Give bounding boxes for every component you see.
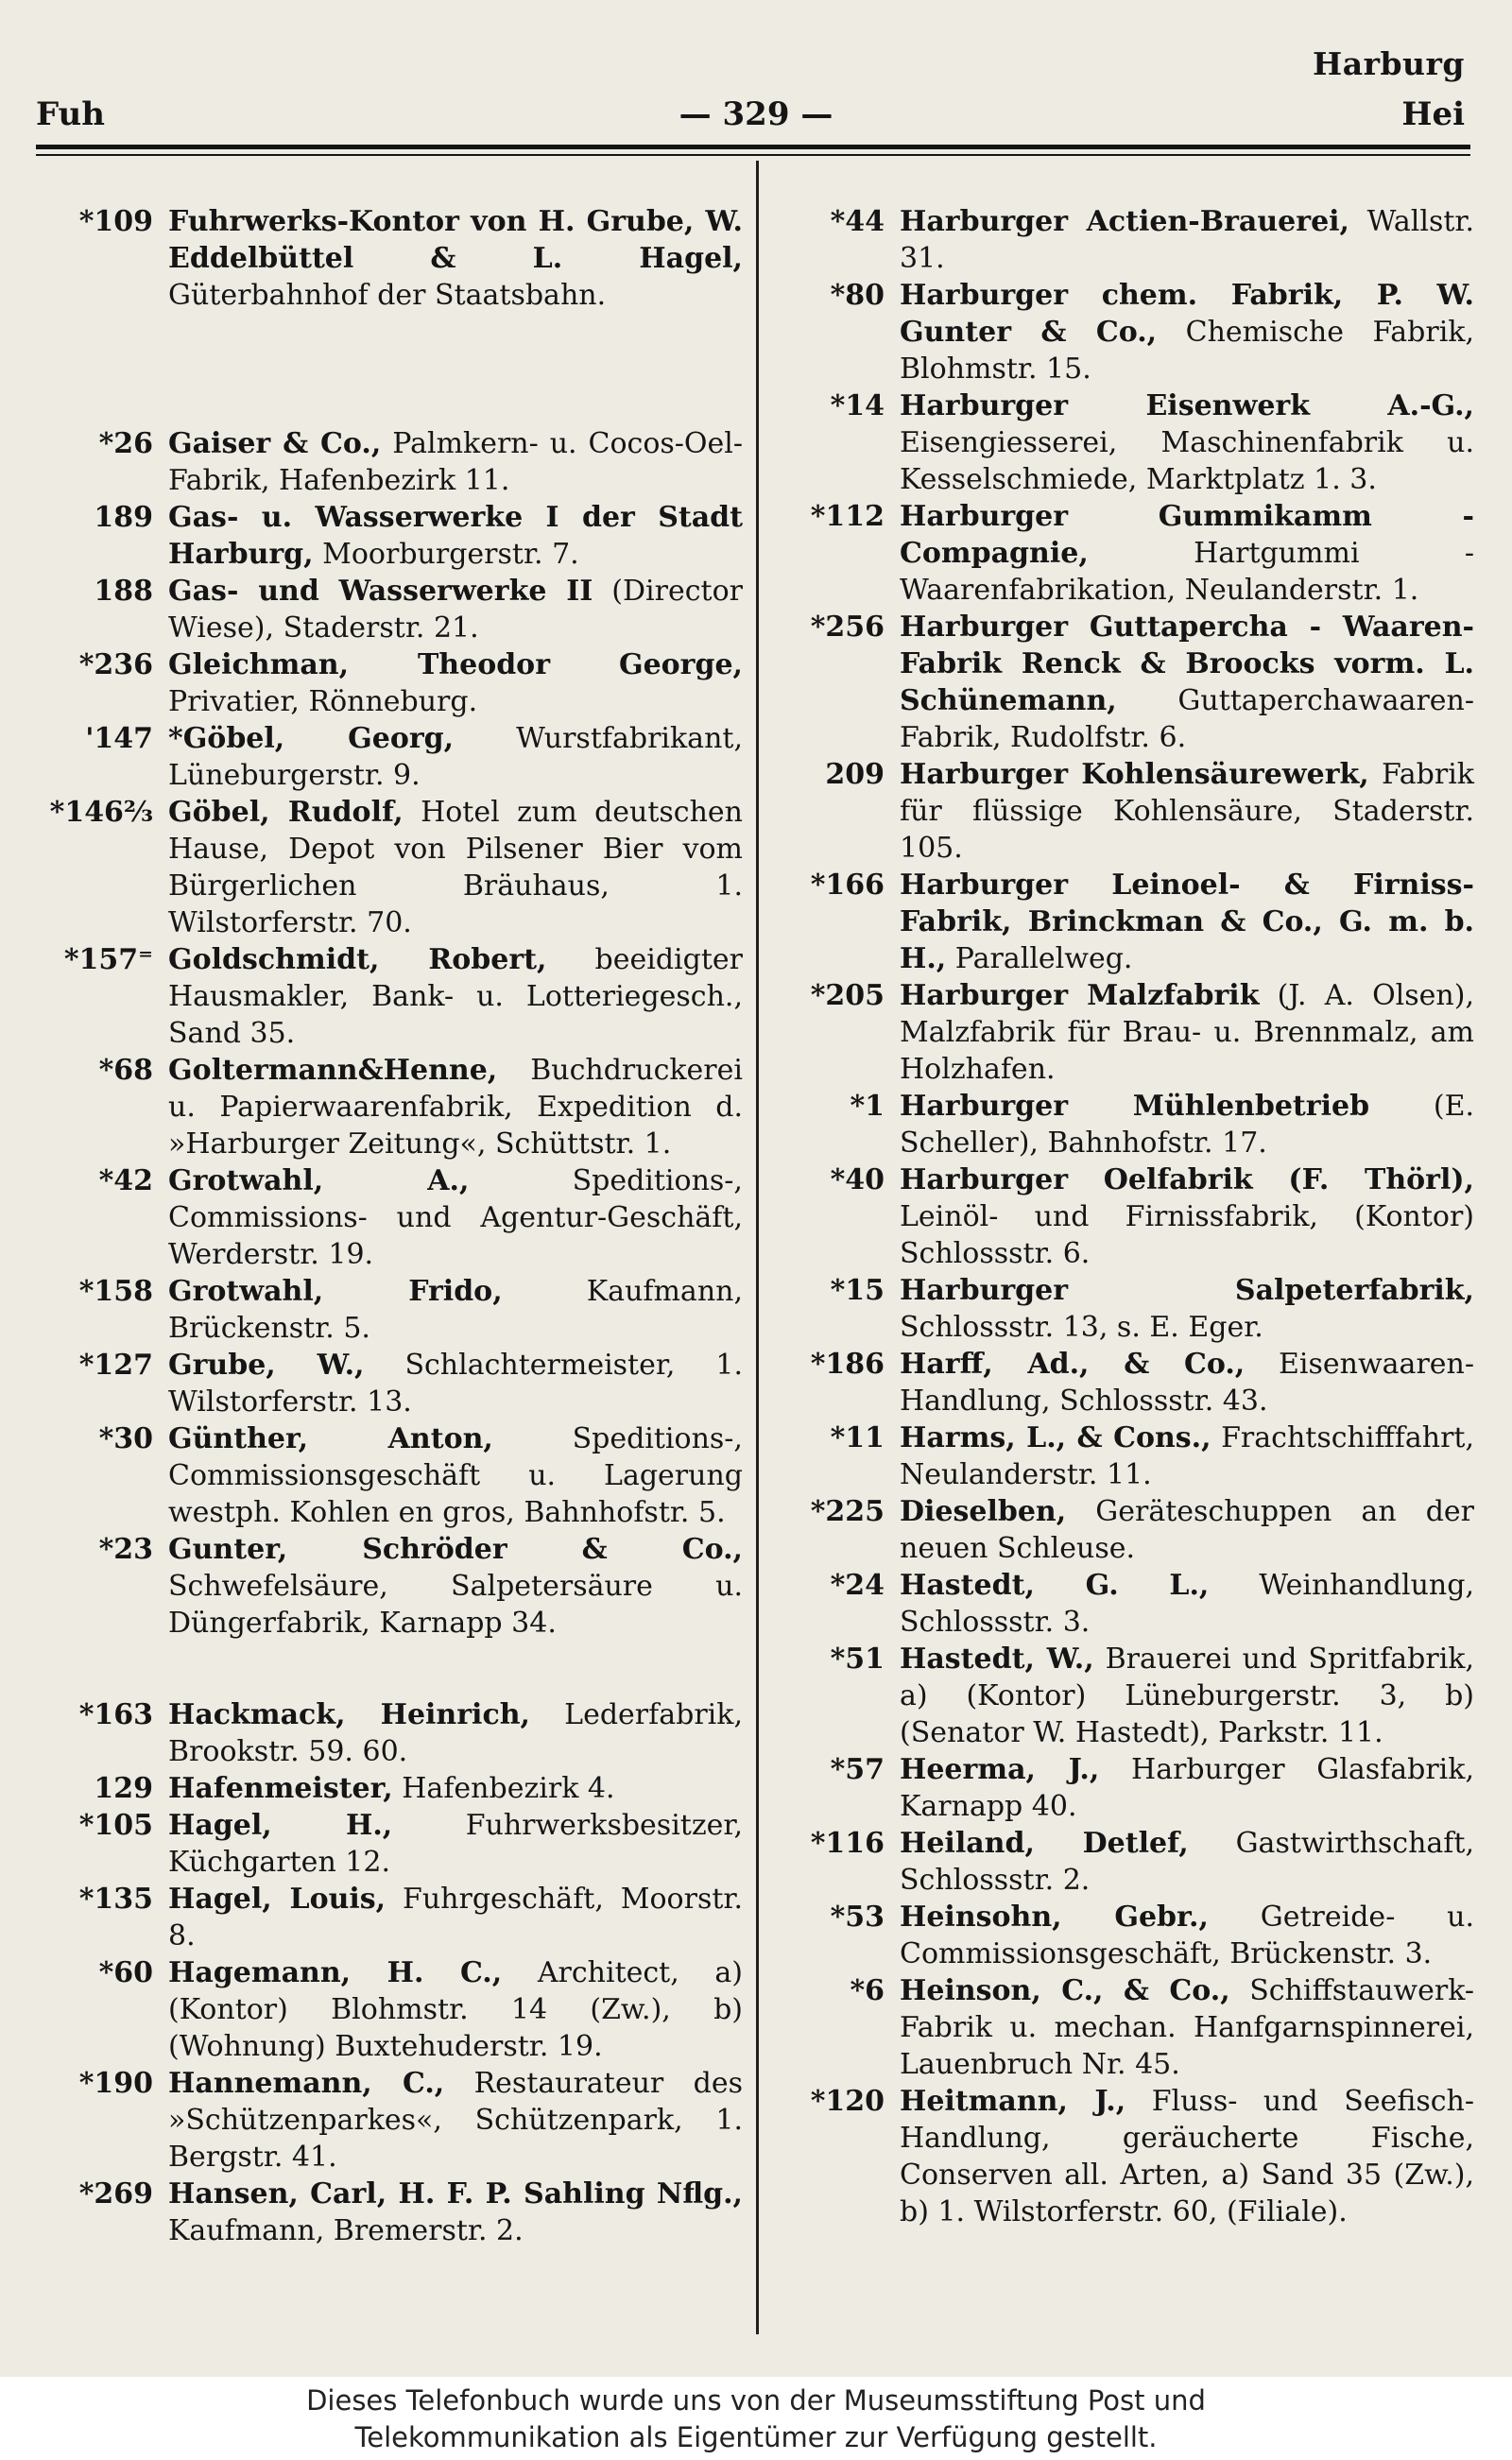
footer-line-2: Telekommunikation als Eigentümer zur Verfügung gestellt. bbox=[354, 2421, 1158, 2453]
directory-entry bbox=[767, 1825, 1474, 1899]
entry-details: (J. A. Olsen), Malzfabrik für Brau- u. Brennmalz, am Holzhafen. bbox=[900, 979, 1474, 1086]
entry-name: Harburger Oelfabrik (F. Thörl), bbox=[900, 1163, 1474, 1196]
page-number: — 329 — bbox=[679, 95, 833, 133]
directory-entry bbox=[767, 1972, 1474, 2083]
entry-details: Lederfabrik, Brookstr. 59. 60. bbox=[168, 1698, 743, 1768]
directory-entry bbox=[36, 646, 743, 720]
entry-name: Harburger Gummikamm - Compagnie, bbox=[900, 500, 1474, 570]
entry-text bbox=[900, 387, 1474, 498]
directory-entry bbox=[767, 977, 1474, 1088]
directory-entry bbox=[767, 1272, 1474, 1346]
directory-entry bbox=[36, 1531, 743, 1642]
phone-number: *157⁼ bbox=[63, 943, 153, 976]
directory-entry bbox=[767, 1419, 1474, 1493]
entry-name: Hackmack, Heinrich, bbox=[168, 1698, 530, 1731]
entry-text bbox=[900, 1825, 1474, 1899]
phone-number: *112 bbox=[810, 500, 885, 533]
phone-number: '147 bbox=[85, 722, 153, 755]
entry-details: Wurstfabrikant, Lüneburgerstr. 9. bbox=[168, 722, 743, 792]
entry-details: Buchdruckerei u. Papierwaarenfabrik, Expedition d. »Harburger Zeitung«, Schüttstr. 1. bbox=[168, 1054, 743, 1161]
entry-text bbox=[900, 867, 1474, 977]
directory-entry bbox=[36, 499, 743, 573]
phone-number: *1 bbox=[850, 1090, 885, 1123]
entry-text bbox=[168, 573, 743, 646]
directory-entry bbox=[36, 573, 743, 646]
entry-name: Grotwahl, Frido, bbox=[168, 1275, 503, 1308]
entry-text bbox=[900, 1641, 1474, 1751]
entry-details: beeidigter Hausmakler, Bank- u. Lotteriegesch., Sand 35. bbox=[168, 943, 743, 1050]
entry-details: Kaufmann, Bremerstr. 2. bbox=[168, 2214, 524, 2247]
entry-name: Gleichman, Theodor George, bbox=[168, 648, 743, 681]
entry-details: Brauerei und Spritfabrik, a) (Kontor) Lüneburgerstr. 3, b) (Senator W. Hastedt), Parkstr. 11. bbox=[900, 1643, 1474, 1749]
phone-number: *269 bbox=[78, 2177, 153, 2211]
directory-entry bbox=[767, 609, 1474, 756]
phone-number: *11 bbox=[830, 1421, 885, 1454]
phone-number: *80 bbox=[830, 279, 885, 312]
footer-line-1: Dieses Telefonbuch wurde uns von der Museumsstiftung Post und bbox=[306, 2384, 1206, 2417]
entry-details: Geräteschuppen an der neuen Schleuse. bbox=[900, 1495, 1474, 1565]
directory-entry bbox=[767, 1346, 1474, 1419]
entry-details: Kaufmann, Brückenstr. 5. bbox=[168, 1275, 743, 1345]
entry-name: Harburger chem. Fabrik, P. W. Gunter & Co., bbox=[900, 279, 1474, 349]
entry-text bbox=[168, 794, 743, 941]
header-rule-thin bbox=[36, 154, 1470, 156]
entry-name: Harff, Ad., & Co., bbox=[900, 1348, 1246, 1381]
entry-details: Hafenbezirk 4. bbox=[402, 1772, 615, 1805]
entry-details: Guttaperchawaaren-Fabrik, Rudolfstr. 6. bbox=[900, 684, 1474, 754]
entry-details: Architect, a) (Kontor) Blohmstr. 14 (Zw.), b) (Wohnung) Buxtehuderstr. 19. bbox=[168, 1956, 743, 2063]
entry-text bbox=[168, 1881, 743, 1954]
entry-name: Harburger Kohlensäurewerk, bbox=[900, 758, 1369, 791]
phone-number: *120 bbox=[810, 2085, 885, 2118]
footer-notice bbox=[0, 2377, 1512, 2460]
entry-details: Schwefelsäure, Salpetersäure u. Düngerfabrik, Karnapp 34. bbox=[168, 1570, 743, 1640]
entry-name: Harburger Guttapercha - Waaren-Fabrik Renck & Broocks vorm. L. Schünemann, bbox=[900, 611, 1474, 717]
entry-details: Leinöl- und Firnissfabrik, (Kontor) Schlossstr. 6. bbox=[900, 1200, 1474, 1270]
directory-entry bbox=[767, 387, 1474, 498]
entry-name: Hastedt, W., bbox=[900, 1643, 1094, 1676]
entry-text bbox=[168, 941, 743, 1052]
entry-details: Gastwirthschaft, Schlossstr. 2. bbox=[900, 1827, 1474, 1897]
directory-entry bbox=[36, 1162, 743, 1273]
entry-details: Hotel zum deutschen Hause, Depot von Pilsener Bier vom Bürgerlichen Bräuhaus, 1. Wilstorferstr. 70. bbox=[168, 796, 744, 939]
entry-details: Speditions-, Commissions- und Agentur-Geschäft, Werderstr. 19. bbox=[168, 1164, 743, 1271]
entry-details: (E. Scheller), Bahnhofstr. 17. bbox=[900, 1090, 1474, 1160]
entry-text bbox=[900, 1161, 1474, 1272]
phone-number: *256 bbox=[810, 611, 885, 644]
phone-number: *6 bbox=[850, 1974, 885, 2007]
entry-name: Harburger Leinoel- & Firniss-Fabrik, Brinckman & Co., G. m. b. H., bbox=[900, 869, 1474, 975]
entry-details: Schlossstr. 13, s. E. Eger. bbox=[900, 1311, 1263, 1344]
entry-name: Grotwahl, A., bbox=[168, 1164, 470, 1197]
directory-entry bbox=[36, 1420, 743, 1531]
phone-number: *236 bbox=[78, 648, 153, 681]
entry-text bbox=[168, 1696, 743, 1770]
entry-name: Heiland, Detlef, bbox=[900, 1827, 1189, 1860]
directory-entry bbox=[767, 277, 1474, 387]
entry-text bbox=[168, 1770, 743, 1807]
phone-number: *40 bbox=[830, 1163, 885, 1196]
entry-text bbox=[168, 1162, 743, 1273]
phone-number: *135 bbox=[78, 1883, 153, 1916]
phone-number: *166 bbox=[810, 869, 885, 902]
directory-entry bbox=[36, 1954, 743, 2065]
entry-text bbox=[168, 1052, 743, 1162]
directory-entry bbox=[36, 794, 743, 941]
entry-text bbox=[168, 646, 743, 720]
entry-name: Heerma, J., bbox=[900, 1753, 1100, 1786]
phone-number: *14 bbox=[830, 389, 885, 422]
entry-text bbox=[168, 1420, 743, 1531]
entry-text bbox=[168, 2176, 743, 2249]
entry-text bbox=[900, 1899, 1474, 1972]
directory-entry bbox=[36, 720, 743, 794]
entry-details: Harburger Glasfabrik, Karnapp 40. bbox=[900, 1753, 1474, 1823]
entry-name: Heitmann, J., bbox=[900, 2085, 1126, 2118]
entry-details: Schlachtermeister, 1. Wilstorferstr. 13. bbox=[168, 1349, 743, 1419]
directory-entry bbox=[767, 1751, 1474, 1825]
entry-name: Hagel, Louis, bbox=[168, 1883, 387, 1916]
entry-details: (Director Wiese), Staderstr. 21. bbox=[168, 575, 743, 645]
phone-number: *205 bbox=[810, 979, 885, 1012]
entry-name: Hafenmeister, bbox=[168, 1772, 393, 1805]
entry-text bbox=[900, 977, 1474, 1088]
directory-entry bbox=[767, 1161, 1474, 1272]
phone-number: *57 bbox=[830, 1753, 885, 1786]
entry-text bbox=[900, 1272, 1474, 1346]
entry-details: Privatier, Rönneburg. bbox=[168, 685, 478, 718]
entry-text bbox=[168, 1954, 743, 2065]
right-column bbox=[767, 203, 1474, 2230]
entry-details: Fabrik für flüssige Kohlensäure, Staderstr. 105. bbox=[900, 758, 1474, 865]
entry-name: Harburger Eisenwerk A.-G., bbox=[900, 389, 1474, 422]
entry-name: Hansen, Carl, H. F. P. Sahling Nflg., bbox=[168, 2177, 743, 2211]
entry-text bbox=[168, 2065, 743, 2176]
entry-name: Heinson, C., & Co., bbox=[900, 1974, 1230, 2007]
entry-text bbox=[168, 1531, 743, 1642]
entry-details: Moorburgerstr. 7. bbox=[322, 538, 579, 571]
entry-name: Harms, L., & Cons., bbox=[900, 1421, 1211, 1454]
entry-details: Chemische Fabrik, Blohmstr. 15. bbox=[900, 316, 1474, 386]
entry-name: Göbel, Rudolf, bbox=[168, 796, 404, 829]
phone-number: *186 bbox=[810, 1348, 885, 1381]
entry-text bbox=[168, 1347, 743, 1420]
entry-name: Dieselben, bbox=[900, 1495, 1067, 1528]
directory-entry bbox=[767, 2083, 1474, 2230]
phone-number: *24 bbox=[830, 1569, 885, 1602]
entry-name: Fuhrwerks-Kontor von H. Grube, W. Eddelbüttel & L. Hagel, bbox=[168, 205, 743, 275]
directory-entry bbox=[767, 867, 1474, 977]
entry-details: Eisenwaaren-Handlung, Schlossstr. 43. bbox=[900, 1348, 1474, 1418]
right-keyword: Hei bbox=[1401, 95, 1465, 133]
entry-text bbox=[900, 1751, 1474, 1825]
directory-entry bbox=[36, 203, 743, 314]
entry-details: Getreide- u. Commissionsgeschäft, Brückenstr. 3. bbox=[900, 1901, 1474, 1970]
entry-text bbox=[900, 498, 1474, 609]
entry-name: Hannemann, C., bbox=[168, 2067, 445, 2100]
directory-entry bbox=[767, 1088, 1474, 1161]
directory-entry bbox=[767, 1567, 1474, 1641]
entry-text bbox=[900, 756, 1474, 867]
entry-text bbox=[900, 1972, 1474, 2083]
region-heading: Harburg bbox=[1313, 45, 1465, 82]
entry-name: Goldschmidt, Robert, bbox=[168, 943, 547, 976]
phone-number: 189 bbox=[94, 501, 153, 534]
entry-name: Gaiser & Co., bbox=[168, 427, 382, 460]
directory-entry bbox=[36, 1881, 743, 1954]
directory-entry bbox=[36, 425, 743, 499]
entry-details: Schiffstauwerk-Fabrik u. mechan. Hanfgarnspinnerei, Lauenbruch Nr. 45. bbox=[900, 1974, 1474, 2081]
phone-number: *15 bbox=[830, 1274, 885, 1307]
phone-number: *225 bbox=[810, 1495, 885, 1528]
directory-entry bbox=[36, 1273, 743, 1347]
directory-entry bbox=[36, 2176, 743, 2249]
entry-text bbox=[168, 499, 743, 573]
entry-name: Hagemann, H. C., bbox=[168, 1956, 503, 1989]
entry-name: *Göbel, Georg, bbox=[168, 722, 455, 755]
phone-number: *44 bbox=[830, 205, 885, 238]
entry-name: Gas- und Wasserwerke II bbox=[168, 575, 593, 608]
entry-name: Gunter, Schröder & Co., bbox=[168, 1533, 743, 1566]
phone-number: *127 bbox=[78, 1349, 153, 1382]
directory-entry bbox=[767, 756, 1474, 867]
phone-number: 209 bbox=[825, 758, 885, 791]
phone-number: *158 bbox=[78, 1275, 153, 1308]
entry-text bbox=[900, 2083, 1474, 2230]
entry-text bbox=[168, 425, 743, 499]
left-column bbox=[36, 203, 743, 2249]
directory-entry bbox=[36, 1770, 743, 1807]
entry-name: Harburger Mühlenbetrieb bbox=[900, 1090, 1370, 1123]
directory-entry bbox=[36, 1347, 743, 1420]
phone-number: *105 bbox=[78, 1809, 153, 1842]
directory-entry bbox=[36, 1807, 743, 1881]
entry-text bbox=[900, 1088, 1474, 1161]
entry-details: Parallelweg. bbox=[954, 942, 1133, 975]
left-keyword: Fuh bbox=[36, 95, 105, 133]
entry-text bbox=[900, 277, 1474, 387]
entry-text bbox=[168, 203, 743, 314]
entry-details: Fuhrwerksbesitzer, Küchgarten 12. bbox=[168, 1809, 743, 1879]
entry-text bbox=[168, 1273, 743, 1347]
directory-entry bbox=[36, 2065, 743, 2176]
entry-details: Hartgummi - Waarenfabrikation, Neulanderstr. 1. bbox=[900, 537, 1474, 607]
entry-text bbox=[900, 203, 1474, 277]
directory-entry bbox=[767, 1899, 1474, 1972]
entry-text bbox=[900, 609, 1474, 756]
entry-text bbox=[900, 1493, 1474, 1567]
entry-name: Günther, Anton, bbox=[168, 1422, 493, 1455]
phone-number: 188 bbox=[94, 575, 153, 608]
entry-details: Restaurateur des »Schützenparkes«, Schützenpark, 1. Bergstr. 41. bbox=[168, 2067, 743, 2174]
entry-details: Eisengiesserei, Maschinenfabrik u. Kesselschmiede, Marktplatz 1. 3. bbox=[900, 426, 1474, 496]
entry-name: Harburger Malzfabrik bbox=[900, 979, 1260, 1012]
entry-details: Wallstr. 31. bbox=[900, 205, 1474, 275]
directory-entry bbox=[767, 1641, 1474, 1751]
entry-name: Gas- u. Wasserwerke I der Stadt Harburg, bbox=[168, 501, 743, 571]
directory-entry bbox=[36, 1696, 743, 1770]
entry-name: Goltermann&Henne, bbox=[168, 1054, 498, 1087]
phone-number: *68 bbox=[98, 1054, 153, 1087]
entry-details: Speditions-, Commissionsgeschäft u. Lagerung westph. Kohlen en gros, Bahnhofstr. 5. bbox=[168, 1422, 743, 1529]
entry-name: Grube, W., bbox=[168, 1349, 365, 1382]
header-rule-thick bbox=[36, 145, 1470, 149]
phone-number: *30 bbox=[98, 1422, 153, 1455]
entry-details: Frachtschifffahrt, Neulanderstr. 11. bbox=[900, 1421, 1474, 1491]
directory-entry bbox=[36, 941, 743, 1052]
directory-entry bbox=[36, 1052, 743, 1162]
phone-number: *60 bbox=[98, 1956, 153, 1989]
entry-text bbox=[168, 1807, 743, 1881]
phone-number: *116 bbox=[810, 1827, 885, 1860]
entry-details: Güterbahnhof der Staatsbahn. bbox=[168, 279, 607, 312]
entry-name: Hastedt, G. L., bbox=[900, 1569, 1210, 1602]
entry-details: Palmkern- u. Cocos-Oel-Fabrik, Hafenbezirk 11. bbox=[168, 427, 743, 497]
directory-entry bbox=[767, 203, 1474, 277]
phone-number: *53 bbox=[830, 1901, 885, 1934]
entry-text bbox=[900, 1419, 1474, 1493]
phone-number: *163 bbox=[78, 1698, 153, 1731]
entry-name: Hagel, H., bbox=[168, 1809, 393, 1842]
column-divider bbox=[756, 161, 759, 2334]
phone-number: 129 bbox=[94, 1772, 153, 1805]
phone-number: *42 bbox=[98, 1164, 153, 1197]
entry-details: Fluss- und Seefisch-Handlung, geräucherte Fische, Conserven all. Arten, a) Sand 35 (Zw.), b) 1. Wilstorferstr. 60, (Filiale). bbox=[900, 2085, 1474, 2228]
phone-number: *109 bbox=[78, 205, 153, 238]
entry-text bbox=[900, 1567, 1474, 1641]
phone-number: *26 bbox=[98, 427, 153, 460]
phone-number: *146⅔ bbox=[49, 796, 153, 829]
phone-number: *190 bbox=[78, 2067, 153, 2100]
directory-entry bbox=[767, 498, 1474, 609]
directory-entry bbox=[767, 1493, 1474, 1567]
phone-number: *51 bbox=[830, 1643, 885, 1676]
entry-name: Heinsohn, Gebr., bbox=[900, 1901, 1209, 1934]
entry-name: Harburger Salpeterfabrik, bbox=[900, 1274, 1474, 1307]
entry-text bbox=[168, 720, 743, 794]
entry-name: Harburger Actien-Brauerei, bbox=[900, 205, 1349, 238]
phone-number: *23 bbox=[98, 1533, 153, 1566]
entry-details: Weinhandlung, Schlossstr. 3. bbox=[900, 1569, 1474, 1639]
entry-details: Fuhrgeschäft, Moorstr. 8. bbox=[168, 1883, 743, 1953]
entry-text bbox=[900, 1346, 1474, 1419]
